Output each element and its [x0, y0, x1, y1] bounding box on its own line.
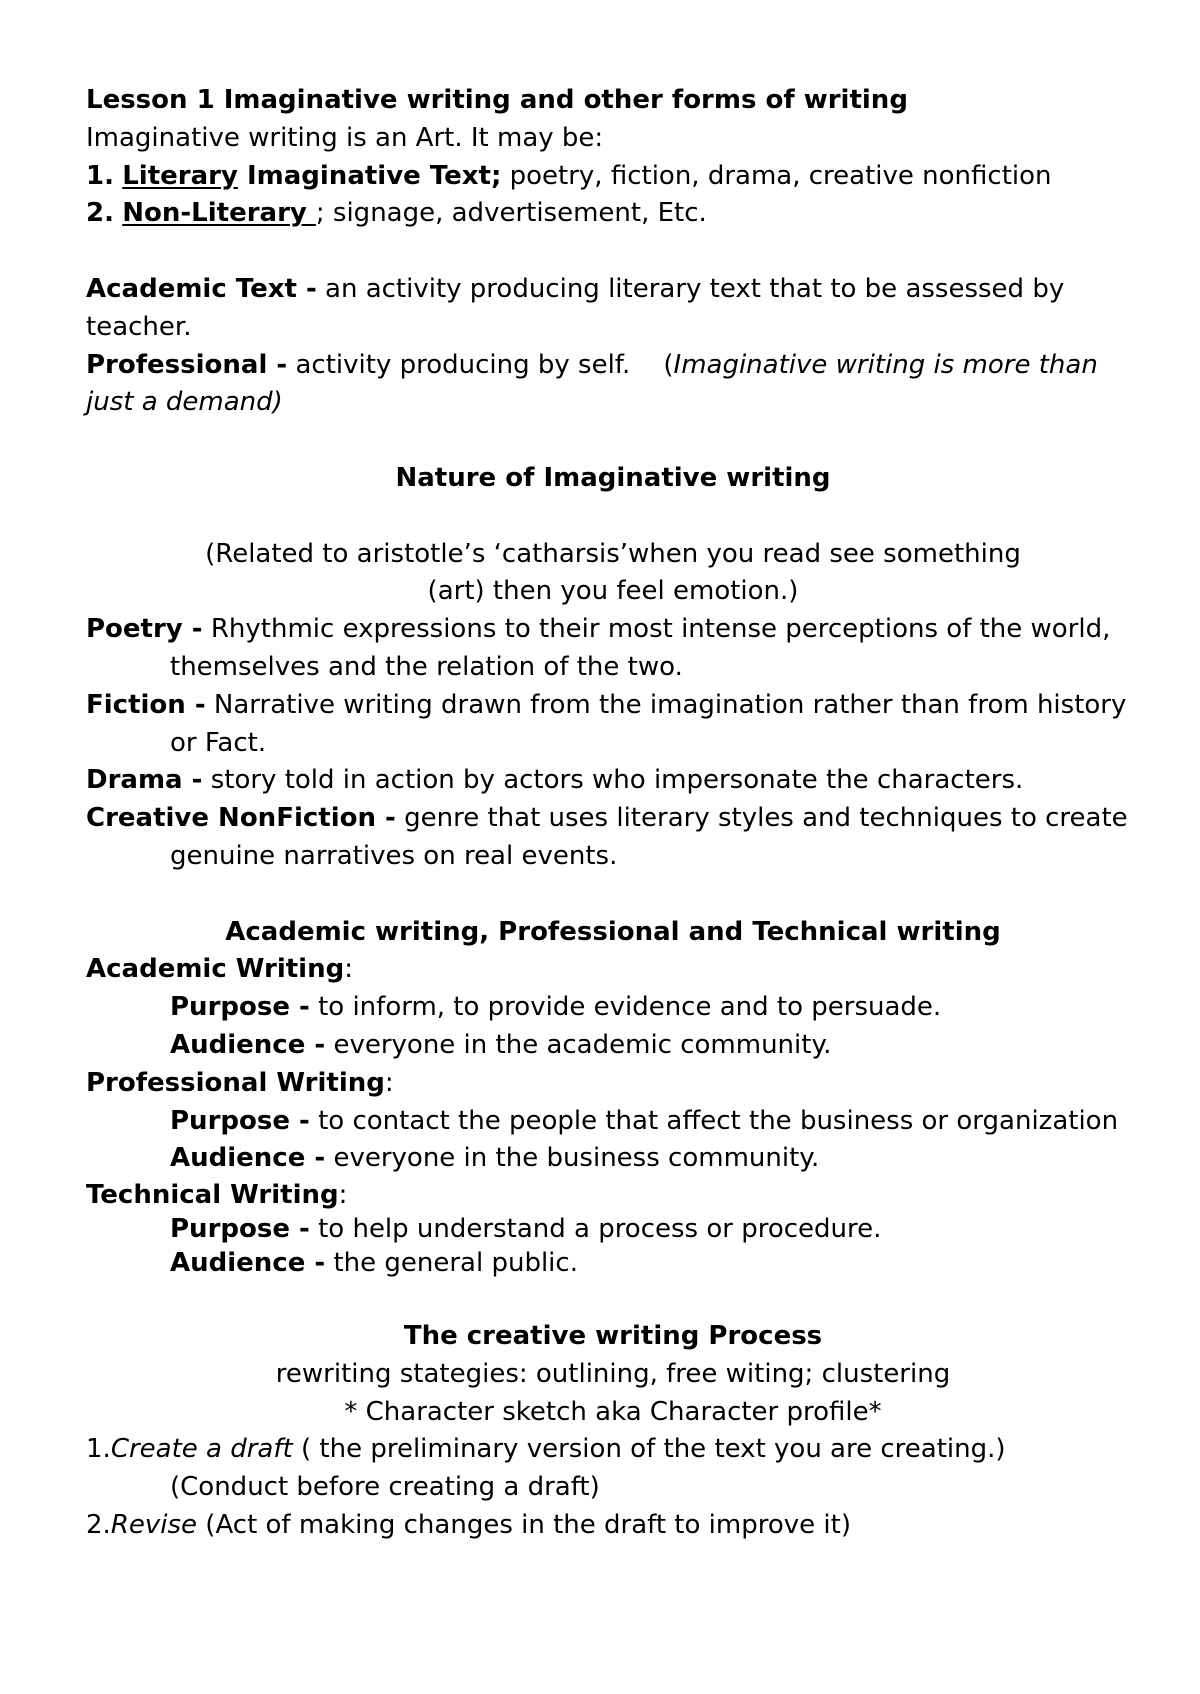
term-label: Academic Text - [86, 273, 317, 304]
process-step-draft-sub: (Conduct before creating a draft) [170, 1472, 600, 1503]
step-title: Create a draft [110, 1434, 293, 1465]
step-text: (Act of making changes in the draft to improve it) [197, 1509, 851, 1540]
genre-label: Fiction - [86, 689, 206, 720]
purpose-label: Purpose - [170, 992, 310, 1023]
genre-label: Creative NonFiction - [86, 803, 396, 834]
purpose-text: to contact the people that affect the business or organization [309, 1105, 1119, 1136]
catharsis-note-line-2: (art) then you feel emotion.) [427, 576, 799, 607]
academic-audience [86, 1027, 1140, 1065]
group-title-professional [86, 1065, 1140, 1103]
audience-text: the general public. [325, 1248, 578, 1279]
genre-text: story told in action by actors who impersonate the characters. [202, 765, 1024, 796]
step-title: Revise [110, 1509, 198, 1540]
item-number: 2. [86, 198, 114, 229]
step-text: ( the preliminary version of the text you are creating.) [292, 1434, 1006, 1465]
group-colon: : [338, 1180, 348, 1211]
term-label: Professional - [86, 349, 288, 380]
genre-fiction [86, 687, 1140, 763]
group-title: Technical Writing [86, 1180, 339, 1211]
purpose-label: Purpose - [170, 1214, 310, 1245]
term-italic-note: Imaginative writing is more than just a demand) [86, 349, 1107, 418]
group-colon: : [344, 954, 353, 985]
catharsis-note-line-1: (Related to aristotle’s ‘catharsis’when you read see something [205, 538, 1021, 569]
group-title-academic [86, 951, 1140, 989]
character-sketch-note: * Character sketch aka Character profile* [344, 1396, 882, 1427]
non-literary-description: ; signage, advertisement, Etc. [315, 198, 707, 229]
technical-purpose [86, 1212, 1140, 1246]
non-literary-term: Non-Literary [122, 198, 316, 229]
group-title: Professional Writing [86, 1067, 385, 1098]
genre-label: Poetry - [86, 614, 203, 645]
genre-label: Drama - [86, 765, 203, 796]
academic-text-definition [86, 271, 1140, 347]
step-number: 2. [86, 1509, 111, 1540]
step-number: 1. [86, 1434, 111, 1465]
group-title: Academic Writing [86, 954, 345, 985]
group-title-technical [86, 1178, 1140, 1212]
audience-text: everyone in the business community. [325, 1143, 820, 1174]
list-item-non-literary [86, 195, 1140, 233]
forms-heading: Academic writing, Professional and Technical writing [225, 916, 1001, 947]
genre-text: Rhythmic expressions to their most intense perceptions of the world, themselves and the relation of the two. [170, 614, 1111, 682]
process-step-revise [86, 1507, 1140, 1545]
purpose-text: to help understand a process or procedure. [309, 1214, 882, 1245]
literary-term: Literary [122, 160, 238, 191]
process-step-draft [86, 1431, 1140, 1469]
purpose-text: to inform, to provide evidence and to persuade. [309, 992, 942, 1023]
purpose-label: Purpose - [170, 1105, 310, 1136]
genre-creative-nonfiction [86, 800, 1140, 876]
professional-purpose [86, 1103, 1140, 1141]
item-number: 1. [86, 160, 114, 191]
genre-text: Narrative writing drawn from the imagination rather than from history or Fact. [170, 689, 1127, 758]
academic-purpose [86, 989, 1140, 1027]
genre-text: genre that uses literary styles and techniques to create genuine narratives on real events. [170, 803, 1128, 871]
professional-audience [86, 1140, 1140, 1178]
lesson-title: Lesson 1 Imaginative writing and other forms of writing [86, 85, 908, 115]
literary-term-rest: Imaginative Text; [237, 160, 502, 191]
list-item-literary [86, 158, 1140, 196]
technical-audience [86, 1246, 1140, 1280]
genre-poetry [86, 611, 1140, 687]
audience-label: Audience - [170, 1143, 326, 1174]
literary-description: poetry, fiction, drama, creative nonfiction [501, 160, 1052, 191]
rewriting-strategies: rewriting stategies: outlining, free witing; clustering [275, 1358, 951, 1389]
nature-heading: Nature of Imaginative writing [395, 462, 831, 493]
lesson-intro: Imaginative writing is an Art. It may be: [86, 122, 604, 153]
group-colon: : [384, 1067, 394, 1098]
term-text: an activity producing literary text that to be assessed by teacher. [86, 273, 1065, 342]
professional-definition [86, 347, 1140, 423]
audience-label: Audience - [170, 1029, 326, 1060]
genre-drama [86, 762, 1140, 800]
process-heading: The creative writing Process [403, 1320, 823, 1351]
term-text: activity producing by self. ( [287, 349, 674, 380]
audience-label: Audience - [170, 1248, 326, 1279]
audience-text: everyone in the academic community. [325, 1029, 832, 1060]
